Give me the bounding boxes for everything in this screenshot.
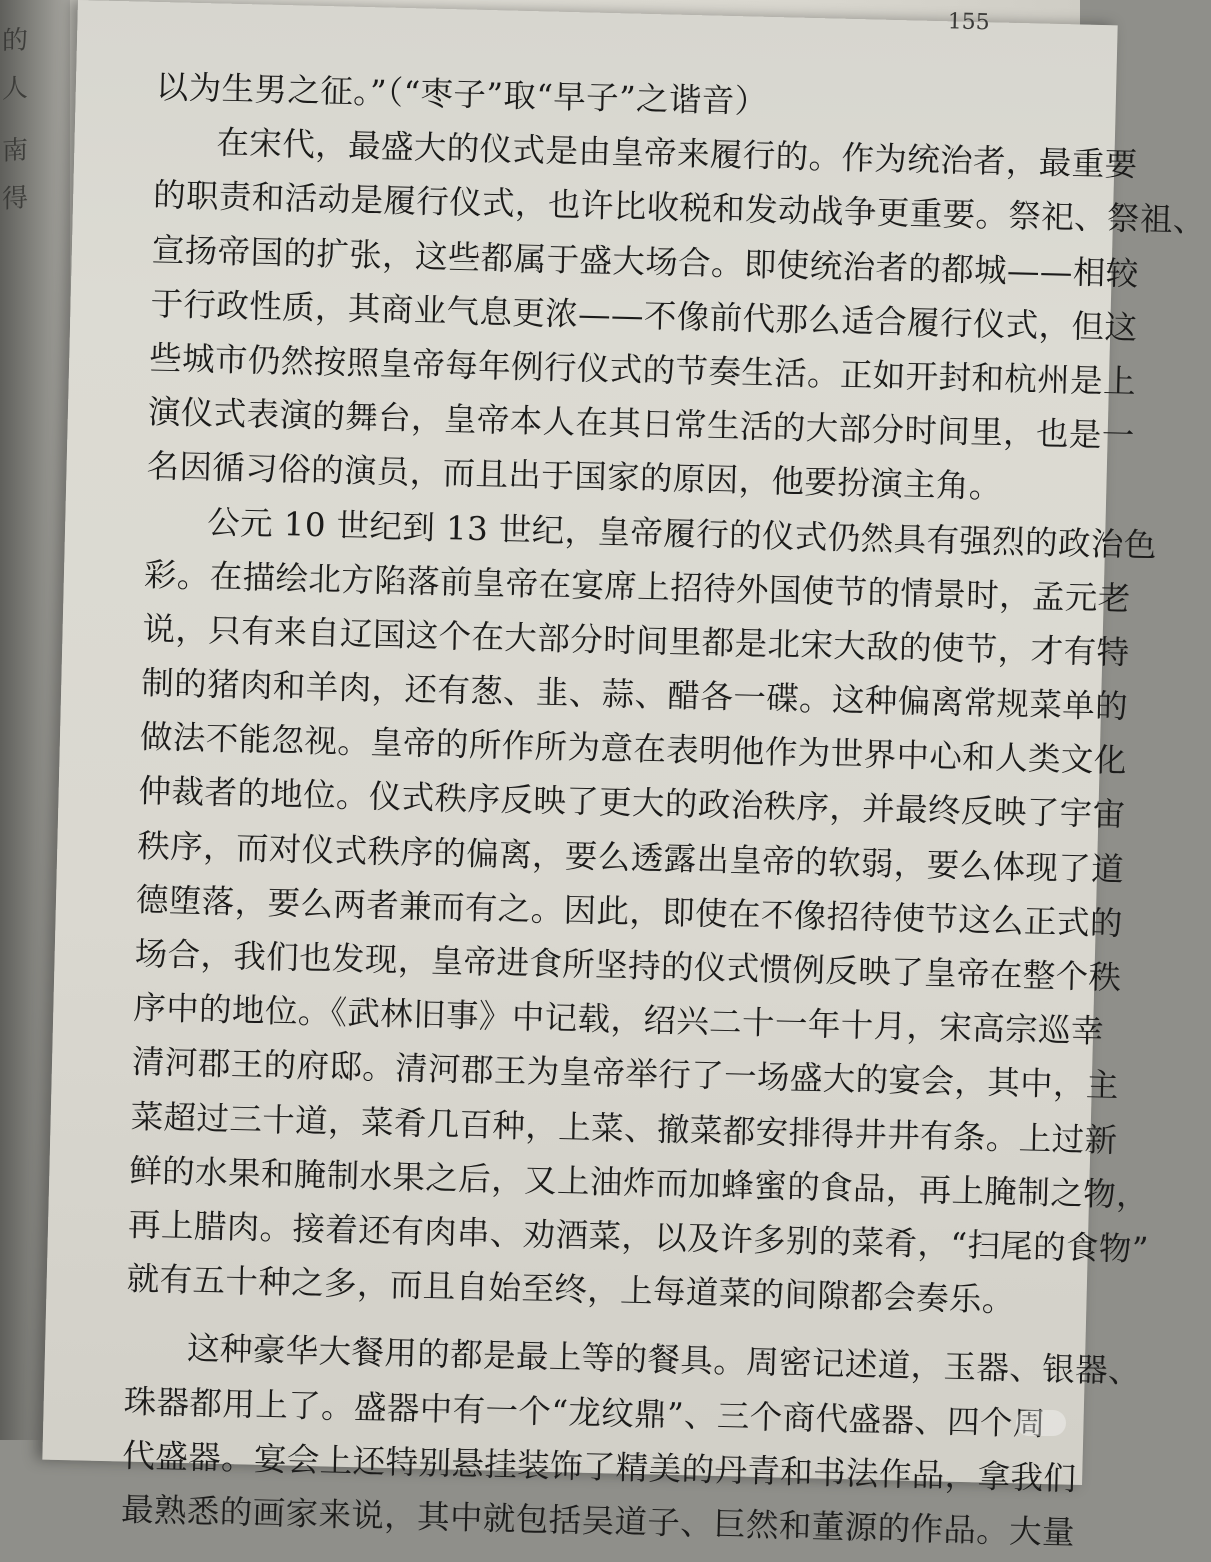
text-line: 的职责和活动是履行仪式，也许比收税和发动战争更重要。祭祀、祭祖、 bbox=[152, 176, 1207, 240]
text-line: 珠器都用上了。盛器中有一个“龙纹鼎”、三个商代盛器、四个周 bbox=[123, 1382, 1047, 1443]
watermark-badge bbox=[1016, 1410, 1066, 1436]
text-line: 鲜的水果和腌制水果之后，又上油炸而加蜂蜜的食品，再上腌制之物， bbox=[128, 1151, 1150, 1215]
margin-fragment-char: 南 bbox=[2, 135, 29, 167]
text-line: 名因循习俗的演员，而且出于国家的原因，他要扮演主角。 bbox=[146, 447, 1003, 507]
text-line: 公元 10 世纪到 13 世纪，皇帝履行的仪式仍然具有强烈的政治色 bbox=[206, 502, 1158, 565]
page-number: 155 bbox=[947, 9, 991, 36]
text-line: 最熟悉的画家来说，其中就包括吴道子、巨然和董源的作品。大量 bbox=[120, 1490, 1076, 1552]
text-line: 演仪式表演的舞台，皇帝本人在其日常生活的大部分时间里，也是一 bbox=[147, 392, 1136, 456]
text-line: 彩。在描绘北方陷落前皇帝在宴席上招待外国使节的情景时，孟元老 bbox=[143, 555, 1132, 618]
text-line: 就有五十种之多，而且自始至终，上每道菜的间隙都会奏乐。 bbox=[126, 1259, 1016, 1320]
text-line: 在宋代，最盛大的仪式是由皇帝来履行的。作为统治者，最重要 bbox=[216, 123, 1138, 185]
text-line: 仲裁者的地位。仪式秩序反映了更大的政治秩序，并最终反映了宇宙 bbox=[138, 772, 1126, 835]
book-page bbox=[42, 0, 1207, 1552]
text-line: 些城市仍然按照皇帝每年例行仪式的节奏生活。正如开封和杭州是上 bbox=[148, 338, 1137, 401]
text-line: 制的猪肉和羊肉，还有葱、韭、蒜、醋各一碟。这种偏离常规菜单的 bbox=[140, 663, 1129, 726]
text-line: 德堕落，要么两者兼而有之。因此，即使在不像招待使节这么正式的 bbox=[135, 880, 1124, 943]
text-line: 秩序，而对仪式秩序的偏离，要么透露出皇帝的软弱，要么体现了道 bbox=[136, 826, 1125, 889]
text-line: 以为生男之征。”（“枣子”取“早子”之谐音） bbox=[155, 67, 769, 121]
margin-fragment-char: 人 bbox=[2, 73, 29, 105]
text-line: 这种豪华大餐用的都是最上等的餐具。周密记述道，玉器、银器、 bbox=[186, 1329, 1142, 1391]
text-line: 做法不能忽视。皇帝的所作所为意在表明他作为世界中心和人类文化 bbox=[139, 717, 1128, 781]
text-line: 宣扬帝国的扩张，这些都属于盛大场合。即使统治者的都城——相较 bbox=[151, 230, 1140, 293]
text-line: 再上腊肉。接着还有肉串、劝酒菜，以及许多别的菜肴，“扫尾的食物” bbox=[127, 1205, 1150, 1269]
text-line: 菜超过三十道，菜肴几百种，上菜、撤菜都安排得井井有条。上过新 bbox=[130, 1097, 1118, 1160]
body-text bbox=[120, 60, 1207, 1557]
text-line: 清河郡王的府邸。清河郡王为皇帝举行了一场盛大的宴会，其中，主 bbox=[131, 1043, 1120, 1106]
text-line: 于行政性质，其商业气息更浓——不像前代那么适合履行仪式，但这 bbox=[150, 284, 1138, 347]
text-line: 场合，我们也发现，皇帝进食所坚持的仪式惯例反映了皇帝在整个秩 bbox=[134, 934, 1122, 997]
text-line: 代盛器。宴会上还特别悬挂装饰了精美的丹青和书法作品，拿我们 bbox=[121, 1436, 1077, 1498]
text-line: 说，只有来自辽国这个在大部分时间里都是北宋大敌的使节，才有特 bbox=[142, 609, 1130, 672]
margin-fragment-char: 得 bbox=[2, 183, 29, 215]
margin-fragment-char: 的 bbox=[2, 25, 29, 57]
text-line: 序中的地位。《武林旧事》中记载，绍兴二十一年十月，宋高宗巡幸 bbox=[132, 988, 1105, 1051]
